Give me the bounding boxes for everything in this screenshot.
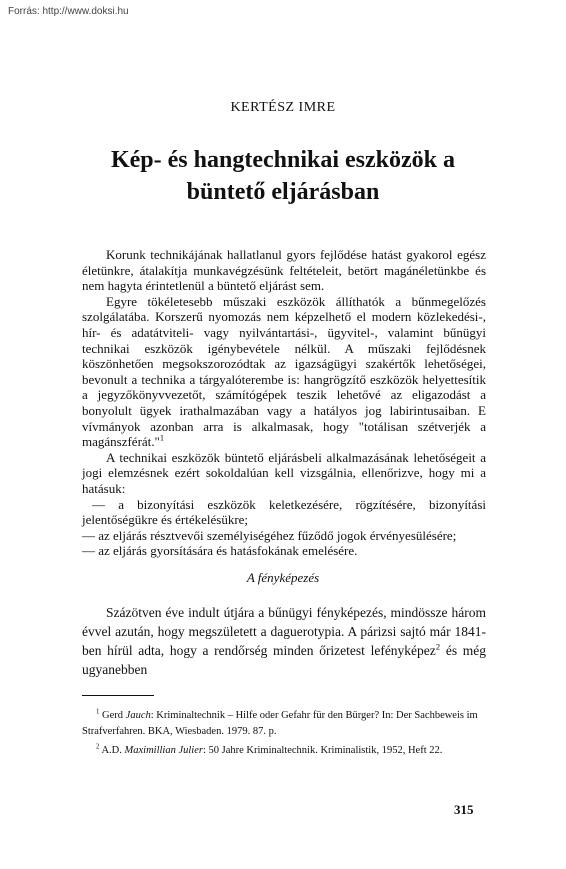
section-heading: A fényképezés [246, 570, 320, 585]
list-item: — az eljárás gyorsítására és hatásfokának emelésére. [82, 543, 358, 559]
footnote-divider [82, 695, 154, 696]
article-title [40, 144, 526, 208]
footnote-1-author: Jauch [125, 710, 151, 721]
paragraph-4-text-a: Százötven éve indult útjára a bűnügyi fényképezés, mindössze három évvel azután, hogy megszületett a daguerotypia. A párizsi sajtó már 1841-ben hírül adta, hogy a rendőrség minden őrizetest lefényképez [82, 605, 486, 658]
footnote-2-number: 2 [96, 743, 100, 751]
footnote-2-text: : 50 Jahre Kriminaltechnik. Kriminalistik, 1952, Heft 22. [202, 745, 443, 756]
footnote-2-prefix: A.D. [101, 745, 125, 756]
footnote-ref-1: 1 [159, 432, 165, 443]
footnote-2 [82, 743, 486, 759]
footnote-1-prefix: Gerd [102, 710, 126, 721]
footnotes [82, 708, 486, 759]
title-line-2: büntető eljárásban [186, 179, 380, 205]
author-name: KERTÉSZ IMRE [230, 100, 336, 115]
source-label: Forrás: http://www.doksi.hu [8, 6, 129, 17]
page-number: 315 [454, 802, 474, 817]
list-item: — az eljárás résztvevői személyiségéhez fűződő jogok érvényesülésére; [82, 527, 457, 543]
article-body [82, 247, 486, 559]
title-line-1: Kép- és hangtechnikai eszközök a [110, 147, 455, 173]
list-item: — a bizonyítási eszközök keletkezésére, rögzítésére, bizonyítási jelentőségükre és értékelésükre; [82, 496, 486, 528]
paragraph-4-text-b: és még ugyanebben [82, 643, 486, 677]
footnote-2-author: Maximillian Julier [124, 745, 203, 756]
footnote-1-text: : Kriminaltechnik – Hilfe oder Gefahr für den Bürger? In: Der Sachbeweis im Strafverfahren. BKA, Wiesbaden. 1979. 87. p. [82, 710, 478, 737]
footnote-ref-2: 2 [435, 641, 441, 652]
footnote-1-number: 1 [96, 708, 100, 716]
paragraph-2 [82, 294, 486, 450]
section-body [82, 603, 486, 679]
paragraph-1: Korunk technikájának hallatlanul gyors fejlődése hatást gyakorol egész életünkre, átalakítja munkavégzésünk feltételeit, betört magánéletünkbe és nem hagyta érintetlenül a büntető eljárást sem. [82, 247, 486, 294]
footnote-1 [82, 708, 486, 740]
paragraph-4 [82, 603, 486, 679]
paragraph-3: A technikai eszközök büntető eljárásbeli alkalmazásának lehetőségeit a jogi elemzésnek ezért sokoldalúan kell vizsgálnia, ellenőrizve, hogy mi a hatásuk: [82, 449, 486, 496]
paragraph-2-text: Egyre tökéletesebb műszaki eszközök állíthatók a bűnmegelőzés szolgálatába. Korszerű nyomozás nem képzelhető el modern közlekedési-, hír- és adatátviteli- vagy nyilvántartási-, ügyvitel-, valamint bűnügyi technikai eszközök igénybevétele nélkül. A műszaki fejlődésnek köszönhetően megsokszorozódtak az igazságügyi szakértők lehetőségei, bevonult a technika a tárgyalóterembe is: hangrögzítő eszközök helyettesítik a jegyzőkönyvvezetőt, számítógépek teszik lehetővé az eligazodást a bonyolult ügyek irathalmazában vagy a hatályos jog labirintusaiban. E vívmányok azonban arra is alkalmasak, hogy "totálisan szétverjék a magánszférát." [82, 293, 486, 450]
